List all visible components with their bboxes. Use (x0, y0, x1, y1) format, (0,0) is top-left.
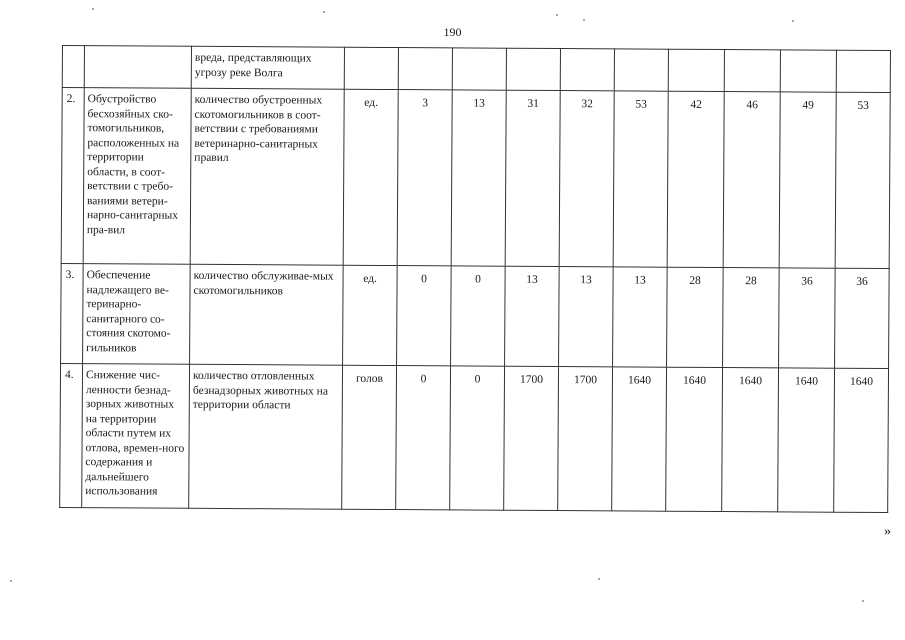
table-row (61, 88, 890, 269)
table-row (60, 363, 889, 512)
cell-value: 0 (450, 366, 505, 510)
scan-speck (10, 580, 12, 582)
cell-no: 4. (60, 363, 83, 507)
indicators-table (59, 45, 891, 513)
cell-unit (344, 47, 398, 89)
cell-value: 1640 (612, 367, 667, 511)
cell-value (452, 48, 506, 90)
cell-value: 42 (667, 91, 724, 267)
cell-no: 3. (61, 263, 84, 363)
cell-value (724, 50, 780, 92)
cell-value: 1640 (778, 368, 835, 512)
cell-value: 13 (505, 266, 560, 366)
cell-unit: ед. (343, 89, 398, 265)
cell-value (560, 49, 614, 91)
cell-value: 0 (396, 366, 451, 510)
table-row-continuation (62, 46, 890, 93)
cell-value: 53 (613, 91, 668, 267)
cell-value: 1640 (722, 368, 779, 512)
table-row (61, 263, 890, 368)
cell-value: 31 (505, 90, 560, 266)
scan-speck (323, 11, 325, 13)
scan-speck (862, 600, 864, 602)
closing-quote-mark: » (884, 524, 891, 539)
cell-value: 13 (451, 90, 506, 266)
cell-no (62, 46, 84, 88)
cell-value: 36 (779, 268, 836, 368)
cell-value: 32 (559, 91, 614, 267)
cell-value: 1640 (834, 368, 889, 512)
cell-value: 28 (723, 268, 780, 368)
page-number: 190 (443, 25, 462, 39)
cell-value: 49 (779, 92, 836, 268)
cell-value: 46 (723, 92, 780, 268)
cell-value: 1700 (504, 366, 559, 510)
cell-measure (84, 46, 191, 89)
cell-value: 1640 (666, 367, 723, 511)
cell-no: 2. (61, 88, 84, 264)
cell-value: 0 (451, 266, 506, 366)
cell-unit: ед. (343, 265, 398, 365)
cell-measure: Снижение чис-ленности безнад-зорных животных на территории области путем их отлова, времен-ного содержания и дальнейшего использования (82, 364, 190, 509)
cell-value: 28 (667, 267, 724, 367)
cell-indicator: количество обслуживае-мых скотомогильников (190, 264, 344, 365)
cell-measure: Обеспечение надлежащего ве-теринарно-санитарного со-стояния скотомо-гильников (83, 264, 191, 365)
cell-value: 3 (397, 90, 452, 266)
cell-value: 13 (613, 267, 668, 367)
cell-indicator: количество обустроенных скотомогильников в соот-ветствии с требованиями ветеринарно-санитарных правил (190, 88, 344, 265)
cell-indicator: вреда, представляющих угрозу реке Волга (191, 46, 344, 89)
cell-value (836, 50, 890, 92)
scan-speck (92, 8, 94, 10)
scan-speck (556, 14, 558, 16)
cell-value: 13 (559, 267, 614, 367)
cell-value: 53 (835, 92, 890, 268)
cell-value (398, 48, 452, 90)
cell-value (506, 48, 560, 90)
scan-speck (598, 578, 600, 580)
cell-measure: Обустройство бесхозяйных ско-томогильников, расположенных на территории области, в соот-ветствии с требо-ваниями ветери-нарно-санитарных пра-вил (83, 88, 191, 265)
cell-value (614, 49, 668, 91)
cell-value (668, 49, 724, 91)
cell-indicator: количество отловленных безнадзорных животных на территории области (189, 364, 343, 509)
scan-speck (583, 19, 585, 21)
cell-value: 1700 (558, 367, 613, 511)
cell-value (780, 50, 836, 92)
cell-value: 36 (835, 268, 890, 368)
cell-unit: голов (342, 365, 397, 509)
scan-speck (792, 20, 794, 22)
cell-value: 0 (397, 266, 452, 366)
